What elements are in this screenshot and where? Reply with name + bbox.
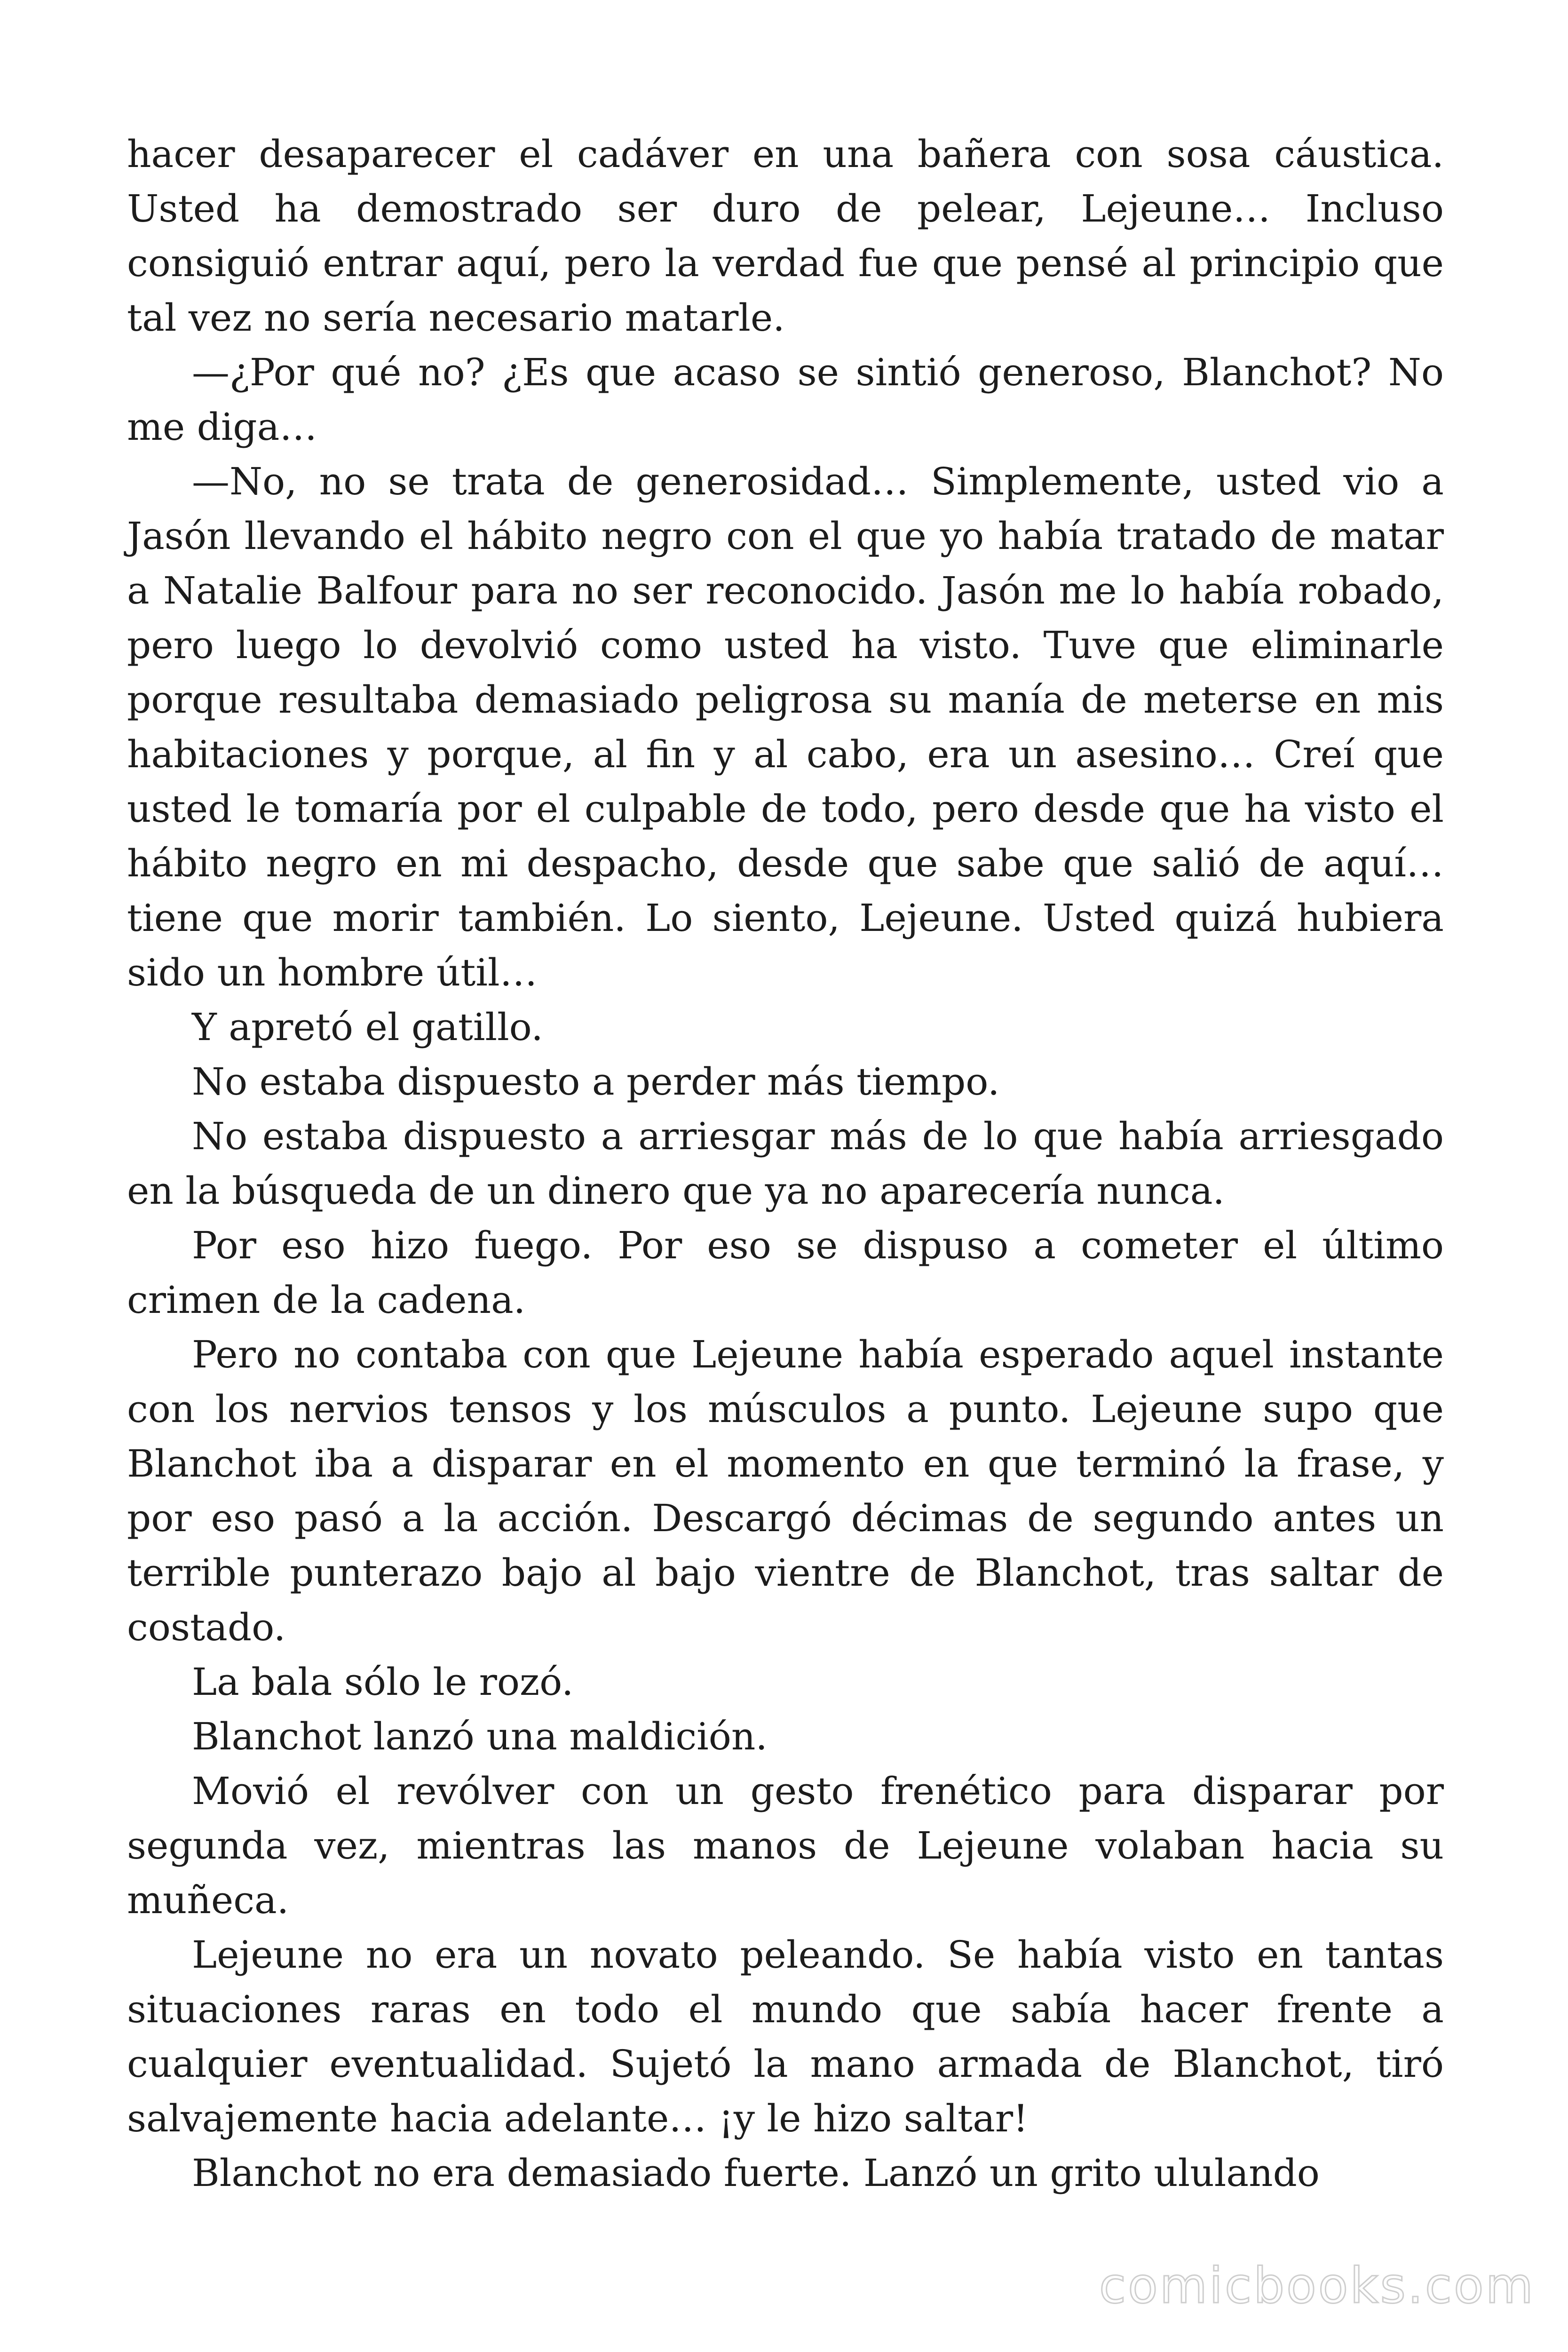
paragraph: hacer desaparecer el cadáver en una bañera con sosa cáustica. Usted ha demostrado ser duro de pelear, Lejeune… Incluso consiguió entrar aquí, pero la verdad fue que pensé al principio que tal vez no sería necesario matarle.: [127, 132, 1444, 340]
page-body: [127, 127, 1444, 2201]
paragraph: No estaba dispuesto a perder más tiempo.: [192, 1060, 1000, 1104]
paragraph: Blanchot no era demasiado fuerte. Lanzó un grito ululando: [192, 2151, 1320, 2195]
paragraph: —No, no se trata de generosidad… Simplemente, usted vio a Jasón llevando el hábito negro con el que yo había tratado de matar a Natalie Balfour para no ser reconocido. Jasón me lo había robado, pero luego lo devolvió como usted ha visto. Tuve que eliminarle porque resultaba demasiado peligrosa su manía de meterse en mis habitaciones y porque, al fin y al cabo, era un asesino… Creí que usted le tomaría por el culpable de todo, pero desde que ha visto el hábito negro en mi despacho, desde que sabe que salió de aquí… tiene que morir también. Lo siento, Lejeune. Usted quizá hubiera sido un hombre útil…: [127, 460, 1444, 994]
paragraph: La bala sólo le rozó.: [192, 1660, 574, 1704]
watermark: comicbooks.com: [1099, 2257, 1535, 2314]
paragraph: Lejeune no era un novato peleando. Se había visto en tantas situaciones raras en todo el mundo que sabía hacer frente a cualquier eventualidad. Sujetó la mano armada de Blanchot, tiró salvajemente hacia adelante… ¡y le hizo saltar!: [127, 1933, 1444, 2140]
paragraph: Por eso hizo fuego. Por eso se dispuso a cometer el último crimen de la cadena.: [127, 1224, 1444, 1322]
paragraph: —¿Por qué no? ¿Es que acaso se sintió generoso, Blanchot? No me diga…: [127, 350, 1444, 449]
paragraph: No estaba dispuesto a arriesgar más de lo que había arriesgado en la búsqueda de un dinero que ya no aparecería nunca.: [127, 1114, 1444, 1213]
paragraph: Blanchot lanzó una maldición.: [192, 1715, 768, 1758]
paragraph: Y apretó el gatillo.: [192, 1005, 543, 1049]
paragraph: Pero no contaba con que Lejeune había esperado aquel instante con los nervios tensos y los músculos a punto. Lejeune supo que Blanchot iba a disparar en el momento en que terminó la frase, y por eso pasó a la acción. Descargó décimas de segundo antes un terrible punterazo bajo al bajo vientre de Blanchot, tras saltar de costado.: [127, 1333, 1444, 1649]
paragraph: Movió el revólver con un gesto frenético para disparar por segunda vez, mientras las manos de Lejeune volaban hacia su muñeca.: [127, 1769, 1444, 1922]
